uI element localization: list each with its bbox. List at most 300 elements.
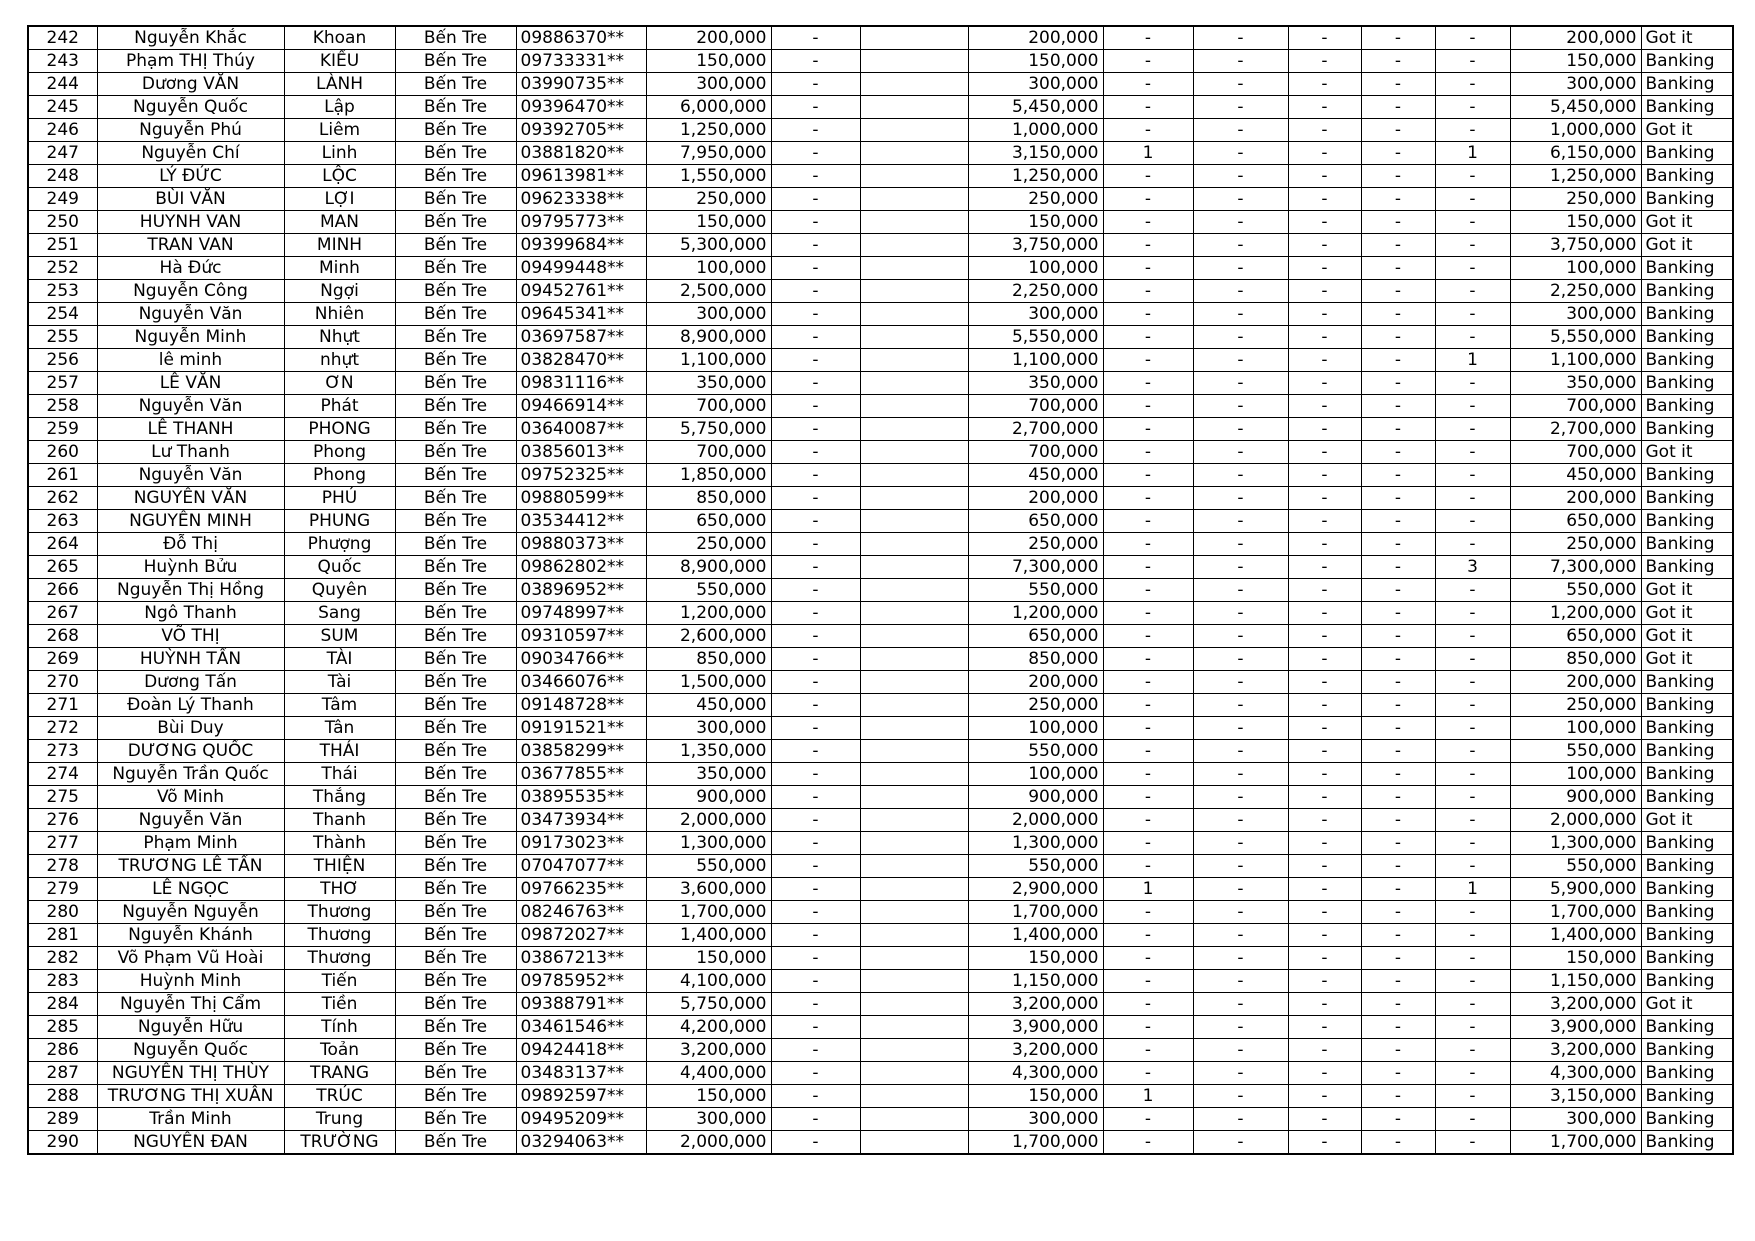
cell-col-blank (860, 556, 968, 579)
cell-amount-requested: 3,600,000 (646, 878, 771, 901)
cell-phone-number: 09880599** (516, 487, 646, 510)
cell-col-dash-1: - (771, 763, 860, 786)
cell-province: Bến Tre (395, 786, 516, 809)
cell-province: Bến Tre (395, 50, 516, 73)
cell-col-dash-1: - (771, 671, 860, 694)
cell-first-name: Nguyễn Văn (97, 303, 284, 326)
cell-col-dash-1: - (771, 119, 860, 142)
cell-last-name: TRANG (284, 1062, 395, 1085)
cell-payment-method: Got it (1641, 648, 1733, 671)
cell-count-c: - (1288, 372, 1361, 395)
cell-count-d: - (1361, 878, 1435, 901)
table-row (28, 234, 1733, 257)
cell-amount-total: 300,000 (1510, 303, 1641, 326)
cell-count-a: - (1103, 694, 1193, 717)
cell-amount-requested: 2,600,000 (646, 625, 771, 648)
cell-col-blank (860, 257, 968, 280)
cell-amount-requested: 1,200,000 (646, 602, 771, 625)
cell-count-b: - (1193, 1085, 1288, 1108)
cell-first-name: Hà Đức (97, 257, 284, 280)
cell-col-blank (860, 671, 968, 694)
cell-count-d: - (1361, 418, 1435, 441)
cell-phone-number: 09310597** (516, 625, 646, 648)
cell-count-d: - (1361, 970, 1435, 993)
cell-count-b: - (1193, 1131, 1288, 1155)
cell-count-e: - (1435, 1062, 1510, 1085)
cell-last-name: Liêm (284, 119, 395, 142)
cell-count-c: - (1288, 602, 1361, 625)
cell-payment-method: Banking (1641, 832, 1733, 855)
cell-count-e: - (1435, 280, 1510, 303)
cell-phone-number: 03828470** (516, 349, 646, 372)
cell-amount-approved: 700,000 (968, 395, 1103, 418)
cell-col-dash-1: - (771, 1108, 860, 1131)
cell-col-dash-1: - (771, 855, 860, 878)
cell-payment-method: Banking (1641, 510, 1733, 533)
cell-count-b: - (1193, 211, 1288, 234)
cell-amount-approved: 250,000 (968, 533, 1103, 556)
cell-payment-method: Banking (1641, 740, 1733, 763)
cell-amount-requested: 5,750,000 (646, 993, 771, 1016)
cell-amount-requested: 6,000,000 (646, 96, 771, 119)
cell-col-blank (860, 303, 968, 326)
cell-count-e: - (1435, 717, 1510, 740)
cell-province: Bến Tre (395, 418, 516, 441)
data-table (27, 25, 1734, 1155)
table-row (28, 510, 1733, 533)
cell-phone-number: 09795773** (516, 211, 646, 234)
cell-count-a: - (1103, 579, 1193, 602)
cell-count-a: - (1103, 395, 1193, 418)
cell-col-dash-1: - (771, 303, 860, 326)
cell-col-blank (860, 26, 968, 50)
cell-count-b: - (1193, 556, 1288, 579)
table-row (28, 602, 1733, 625)
table-row (28, 119, 1733, 142)
table-row (28, 326, 1733, 349)
cell-count-d: - (1361, 694, 1435, 717)
cell-col-dash-1: - (771, 809, 860, 832)
cell-count-c: - (1288, 326, 1361, 349)
cell-amount-requested: 450,000 (646, 694, 771, 717)
cell-payment-method: Banking (1641, 763, 1733, 786)
cell-amount-requested: 850,000 (646, 487, 771, 510)
table-row (28, 1062, 1733, 1085)
cell-count-d: - (1361, 809, 1435, 832)
table-row (28, 257, 1733, 280)
cell-amount-total: 7,300,000 (1510, 556, 1641, 579)
cell-amount-approved: 200,000 (968, 671, 1103, 694)
cell-amount-approved: 1,100,000 (968, 349, 1103, 372)
cell-amount-total: 3,900,000 (1510, 1016, 1641, 1039)
cell-count-b: - (1193, 832, 1288, 855)
cell-count-a: - (1103, 763, 1193, 786)
cell-count-c: - (1288, 303, 1361, 326)
cell-payment-method: Banking (1641, 188, 1733, 211)
cell-count-b: - (1193, 924, 1288, 947)
cell-col-dash-1: - (771, 142, 860, 165)
cell-province: Bến Tre (395, 487, 516, 510)
table-row (28, 188, 1733, 211)
cell-province: Bến Tre (395, 947, 516, 970)
cell-amount-requested: 1,850,000 (646, 464, 771, 487)
cell-row-number: 270 (28, 671, 97, 694)
cell-amount-total: 1,150,000 (1510, 970, 1641, 993)
cell-last-name: Phát (284, 395, 395, 418)
cell-count-b: - (1193, 142, 1288, 165)
cell-count-e: - (1435, 119, 1510, 142)
cell-count-a: - (1103, 602, 1193, 625)
cell-col-blank (860, 188, 968, 211)
cell-payment-method: Banking (1641, 556, 1733, 579)
cell-count-b: - (1193, 533, 1288, 556)
cell-col-dash-1: - (771, 280, 860, 303)
cell-amount-total: 300,000 (1510, 73, 1641, 96)
cell-amount-requested: 300,000 (646, 1108, 771, 1131)
cell-phone-number: 09880373** (516, 533, 646, 556)
cell-count-b: - (1193, 694, 1288, 717)
cell-count-a: - (1103, 556, 1193, 579)
cell-count-c: - (1288, 993, 1361, 1016)
cell-province: Bến Tre (395, 970, 516, 993)
cell-count-e: - (1435, 50, 1510, 73)
cell-province: Bến Tre (395, 1108, 516, 1131)
cell-amount-total: 700,000 (1510, 395, 1641, 418)
cell-col-dash-1: - (771, 188, 860, 211)
cell-payment-method: Banking (1641, 418, 1733, 441)
cell-amount-approved: 300,000 (968, 1108, 1103, 1131)
cell-count-c: - (1288, 349, 1361, 372)
cell-amount-requested: 250,000 (646, 533, 771, 556)
cell-phone-number: 03895535** (516, 786, 646, 809)
cell-row-number: 253 (28, 280, 97, 303)
cell-count-a: - (1103, 533, 1193, 556)
cell-payment-method: Banking (1641, 786, 1733, 809)
cell-payment-method: Got it (1641, 211, 1733, 234)
cell-row-number: 255 (28, 326, 97, 349)
cell-count-e: - (1435, 786, 1510, 809)
cell-count-b: - (1193, 395, 1288, 418)
cell-count-c: - (1288, 464, 1361, 487)
cell-amount-requested: 3,200,000 (646, 1039, 771, 1062)
cell-phone-number: 09785952** (516, 970, 646, 993)
cell-count-b: - (1193, 372, 1288, 395)
cell-col-dash-1: - (771, 257, 860, 280)
table-row (28, 26, 1733, 50)
cell-payment-method: Banking (1641, 326, 1733, 349)
cell-count-d: - (1361, 165, 1435, 188)
cell-count-b: - (1193, 855, 1288, 878)
cell-amount-requested: 1,700,000 (646, 901, 771, 924)
cell-count-c: - (1288, 1016, 1361, 1039)
cell-payment-method: Got it (1641, 119, 1733, 142)
cell-phone-number: 03896952** (516, 579, 646, 602)
cell-count-c: - (1288, 970, 1361, 993)
cell-col-dash-1: - (771, 165, 860, 188)
cell-count-c: - (1288, 395, 1361, 418)
cell-amount-total: 850,000 (1510, 648, 1641, 671)
cell-col-blank (860, 50, 968, 73)
cell-amount-total: 100,000 (1510, 717, 1641, 740)
cell-phone-number: 09645341** (516, 303, 646, 326)
cell-amount-approved: 1,200,000 (968, 602, 1103, 625)
cell-last-name: Tiến (284, 970, 395, 993)
cell-province: Bến Tre (395, 648, 516, 671)
cell-last-name: Tâm (284, 694, 395, 717)
table-row (28, 280, 1733, 303)
table-row (28, 901, 1733, 924)
cell-row-number: 262 (28, 487, 97, 510)
spreadsheet-sheet (27, 25, 1734, 1155)
cell-amount-total: 5,450,000 (1510, 96, 1641, 119)
cell-count-d: - (1361, 119, 1435, 142)
cell-col-blank (860, 533, 968, 556)
cell-phone-number: 03461546** (516, 1016, 646, 1039)
cell-count-a: - (1103, 303, 1193, 326)
cell-last-name: Trung (284, 1108, 395, 1131)
cell-amount-total: 2,000,000 (1510, 809, 1641, 832)
cell-first-name: Nguyễn Khánh (97, 924, 284, 947)
cell-count-d: - (1361, 234, 1435, 257)
cell-amount-total: 6,150,000 (1510, 142, 1641, 165)
cell-amount-approved: 3,200,000 (968, 1039, 1103, 1062)
cell-amount-approved: 3,750,000 (968, 234, 1103, 257)
cell-province: Bến Tre (395, 510, 516, 533)
cell-amount-approved: 150,000 (968, 211, 1103, 234)
cell-count-b: - (1193, 349, 1288, 372)
cell-count-a: - (1103, 1062, 1193, 1085)
cell-count-d: - (1361, 464, 1435, 487)
cell-amount-approved: 5,550,000 (968, 326, 1103, 349)
cell-col-dash-1: - (771, 556, 860, 579)
cell-first-name: Nguyễn Minh (97, 326, 284, 349)
cell-amount-total: 650,000 (1510, 510, 1641, 533)
cell-row-number: 274 (28, 763, 97, 786)
cell-phone-number: 09148728** (516, 694, 646, 717)
cell-amount-requested: 300,000 (646, 717, 771, 740)
cell-count-e: - (1435, 924, 1510, 947)
cell-payment-method: Got it (1641, 441, 1733, 464)
cell-col-dash-1: - (771, 1039, 860, 1062)
cell-count-b: - (1193, 579, 1288, 602)
cell-count-c: - (1288, 809, 1361, 832)
cell-last-name: THƠ (284, 878, 395, 901)
cell-amount-total: 3,150,000 (1510, 1085, 1641, 1108)
cell-amount-requested: 550,000 (646, 579, 771, 602)
cell-phone-number: 09766235** (516, 878, 646, 901)
cell-count-d: - (1361, 372, 1435, 395)
cell-count-b: - (1193, 73, 1288, 96)
cell-amount-requested: 4,100,000 (646, 970, 771, 993)
cell-count-c: - (1288, 487, 1361, 510)
cell-amount-approved: 250,000 (968, 188, 1103, 211)
cell-amount-total: 300,000 (1510, 1108, 1641, 1131)
cell-count-c: - (1288, 533, 1361, 556)
cell-count-a: - (1103, 786, 1193, 809)
cell-count-e: - (1435, 188, 1510, 211)
cell-amount-total: 900,000 (1510, 786, 1641, 809)
cell-count-e: - (1435, 372, 1510, 395)
cell-amount-total: 200,000 (1510, 26, 1641, 50)
cell-row-number: 283 (28, 970, 97, 993)
cell-col-dash-1: - (771, 786, 860, 809)
cell-first-name: Nguyễn Văn (97, 395, 284, 418)
cell-phone-number: 03294063** (516, 1131, 646, 1155)
cell-payment-method: Banking (1641, 464, 1733, 487)
cell-amount-total: 1,200,000 (1510, 602, 1641, 625)
cell-amount-approved: 900,000 (968, 786, 1103, 809)
cell-col-blank (860, 855, 968, 878)
cell-province: Bến Tre (395, 809, 516, 832)
cell-row-number: 264 (28, 533, 97, 556)
cell-row-number: 265 (28, 556, 97, 579)
cell-amount-total: 1,700,000 (1510, 1131, 1641, 1155)
cell-col-dash-1: - (771, 740, 860, 763)
cell-col-blank (860, 740, 968, 763)
cell-col-dash-1: - (771, 993, 860, 1016)
cell-province: Bến Tre (395, 901, 516, 924)
cell-last-name: LÀNH (284, 73, 395, 96)
cell-amount-total: 700,000 (1510, 441, 1641, 464)
cell-count-e: - (1435, 625, 1510, 648)
cell-amount-approved: 450,000 (968, 464, 1103, 487)
cell-first-name: NGUYỄN THỊ THÙY (97, 1062, 284, 1085)
cell-count-a: - (1103, 50, 1193, 73)
cell-amount-total: 150,000 (1510, 50, 1641, 73)
cell-count-c: - (1288, 763, 1361, 786)
cell-row-number: 277 (28, 832, 97, 855)
cell-count-d: - (1361, 717, 1435, 740)
cell-province: Bến Tre (395, 579, 516, 602)
cell-col-dash-1: - (771, 832, 860, 855)
cell-count-d: - (1361, 142, 1435, 165)
cell-count-c: - (1288, 694, 1361, 717)
table-row (28, 786, 1733, 809)
cell-count-b: - (1193, 487, 1288, 510)
cell-count-a: - (1103, 740, 1193, 763)
cell-amount-requested: 2,000,000 (646, 1131, 771, 1155)
cell-phone-number: 03858299** (516, 740, 646, 763)
cell-count-e: - (1435, 303, 1510, 326)
cell-first-name: Nguyễn Văn (97, 809, 284, 832)
cell-payment-method: Banking (1641, 50, 1733, 73)
cell-amount-approved: 150,000 (968, 50, 1103, 73)
cell-count-b: - (1193, 901, 1288, 924)
cell-count-b: - (1193, 418, 1288, 441)
cell-row-number: 272 (28, 717, 97, 740)
cell-last-name: Sang (284, 602, 395, 625)
cell-amount-requested: 850,000 (646, 648, 771, 671)
cell-row-number: 245 (28, 96, 97, 119)
cell-count-a: - (1103, 119, 1193, 142)
cell-first-name: Đoàn Lý Thanh (97, 694, 284, 717)
cell-count-b: - (1193, 510, 1288, 533)
cell-first-name: TRƯƠNG LÊ TẤN (97, 855, 284, 878)
cell-amount-requested: 150,000 (646, 211, 771, 234)
cell-row-number: 285 (28, 1016, 97, 1039)
cell-count-d: - (1361, 579, 1435, 602)
cell-col-blank (860, 1039, 968, 1062)
cell-count-a: - (1103, 464, 1193, 487)
cell-count-d: - (1361, 326, 1435, 349)
cell-count-e: - (1435, 510, 1510, 533)
cell-count-c: - (1288, 165, 1361, 188)
cell-count-b: - (1193, 326, 1288, 349)
cell-payment-method: Banking (1641, 1131, 1733, 1155)
cell-count-e: - (1435, 602, 1510, 625)
cell-last-name: Toản (284, 1039, 395, 1062)
cell-province: Bến Tre (395, 234, 516, 257)
cell-col-blank (860, 464, 968, 487)
cell-col-blank (860, 924, 968, 947)
cell-amount-total: 200,000 (1510, 671, 1641, 694)
cell-amount-total: 450,000 (1510, 464, 1641, 487)
cell-count-b: - (1193, 947, 1288, 970)
cell-first-name: HUYNH VAN (97, 211, 284, 234)
cell-first-name: Bùi Duy (97, 717, 284, 740)
table-row (28, 648, 1733, 671)
cell-count-b: - (1193, 280, 1288, 303)
cell-payment-method: Banking (1641, 1062, 1733, 1085)
cell-count-e: 1 (1435, 142, 1510, 165)
cell-phone-number: 03867213** (516, 947, 646, 970)
cell-amount-approved: 200,000 (968, 487, 1103, 510)
cell-count-a: - (1103, 487, 1193, 510)
cell-row-number: 244 (28, 73, 97, 96)
cell-count-a: - (1103, 96, 1193, 119)
cell-count-c: - (1288, 234, 1361, 257)
cell-first-name: Phạm THỊ Thúy (97, 50, 284, 73)
cell-col-blank (860, 970, 968, 993)
cell-last-name: TRƯỜNG (284, 1131, 395, 1155)
cell-col-dash-1: - (771, 441, 860, 464)
cell-count-a: - (1103, 993, 1193, 1016)
cell-province: Bến Tre (395, 832, 516, 855)
cell-last-name: Thương (284, 901, 395, 924)
cell-count-b: - (1193, 165, 1288, 188)
cell-phone-number: 09831116** (516, 372, 646, 395)
cell-row-number: 260 (28, 441, 97, 464)
cell-count-c: - (1288, 1039, 1361, 1062)
cell-row-number: 256 (28, 349, 97, 372)
cell-count-a: - (1103, 947, 1193, 970)
cell-row-number: 247 (28, 142, 97, 165)
table-row (28, 625, 1733, 648)
table-row (28, 740, 1733, 763)
cell-count-e: - (1435, 1039, 1510, 1062)
cell-count-c: - (1288, 510, 1361, 533)
cell-last-name: THÁI (284, 740, 395, 763)
table-row (28, 832, 1733, 855)
cell-row-number: 251 (28, 234, 97, 257)
cell-last-name: TÀI (284, 648, 395, 671)
cell-province: Bến Tre (395, 740, 516, 763)
cell-last-name: Thanh (284, 809, 395, 832)
cell-col-dash-1: - (771, 924, 860, 947)
cell-count-e: - (1435, 234, 1510, 257)
cell-amount-approved: 2,000,000 (968, 809, 1103, 832)
cell-last-name: Thương (284, 947, 395, 970)
cell-first-name: VÕ THỊ (97, 625, 284, 648)
cell-count-d: - (1361, 211, 1435, 234)
cell-province: Bến Tre (395, 556, 516, 579)
cell-phone-number: 09392705** (516, 119, 646, 142)
cell-last-name: TRÚC (284, 1085, 395, 1108)
cell-payment-method: Banking (1641, 303, 1733, 326)
cell-count-a: - (1103, 26, 1193, 50)
cell-count-b: - (1193, 50, 1288, 73)
cell-amount-approved: 5,450,000 (968, 96, 1103, 119)
